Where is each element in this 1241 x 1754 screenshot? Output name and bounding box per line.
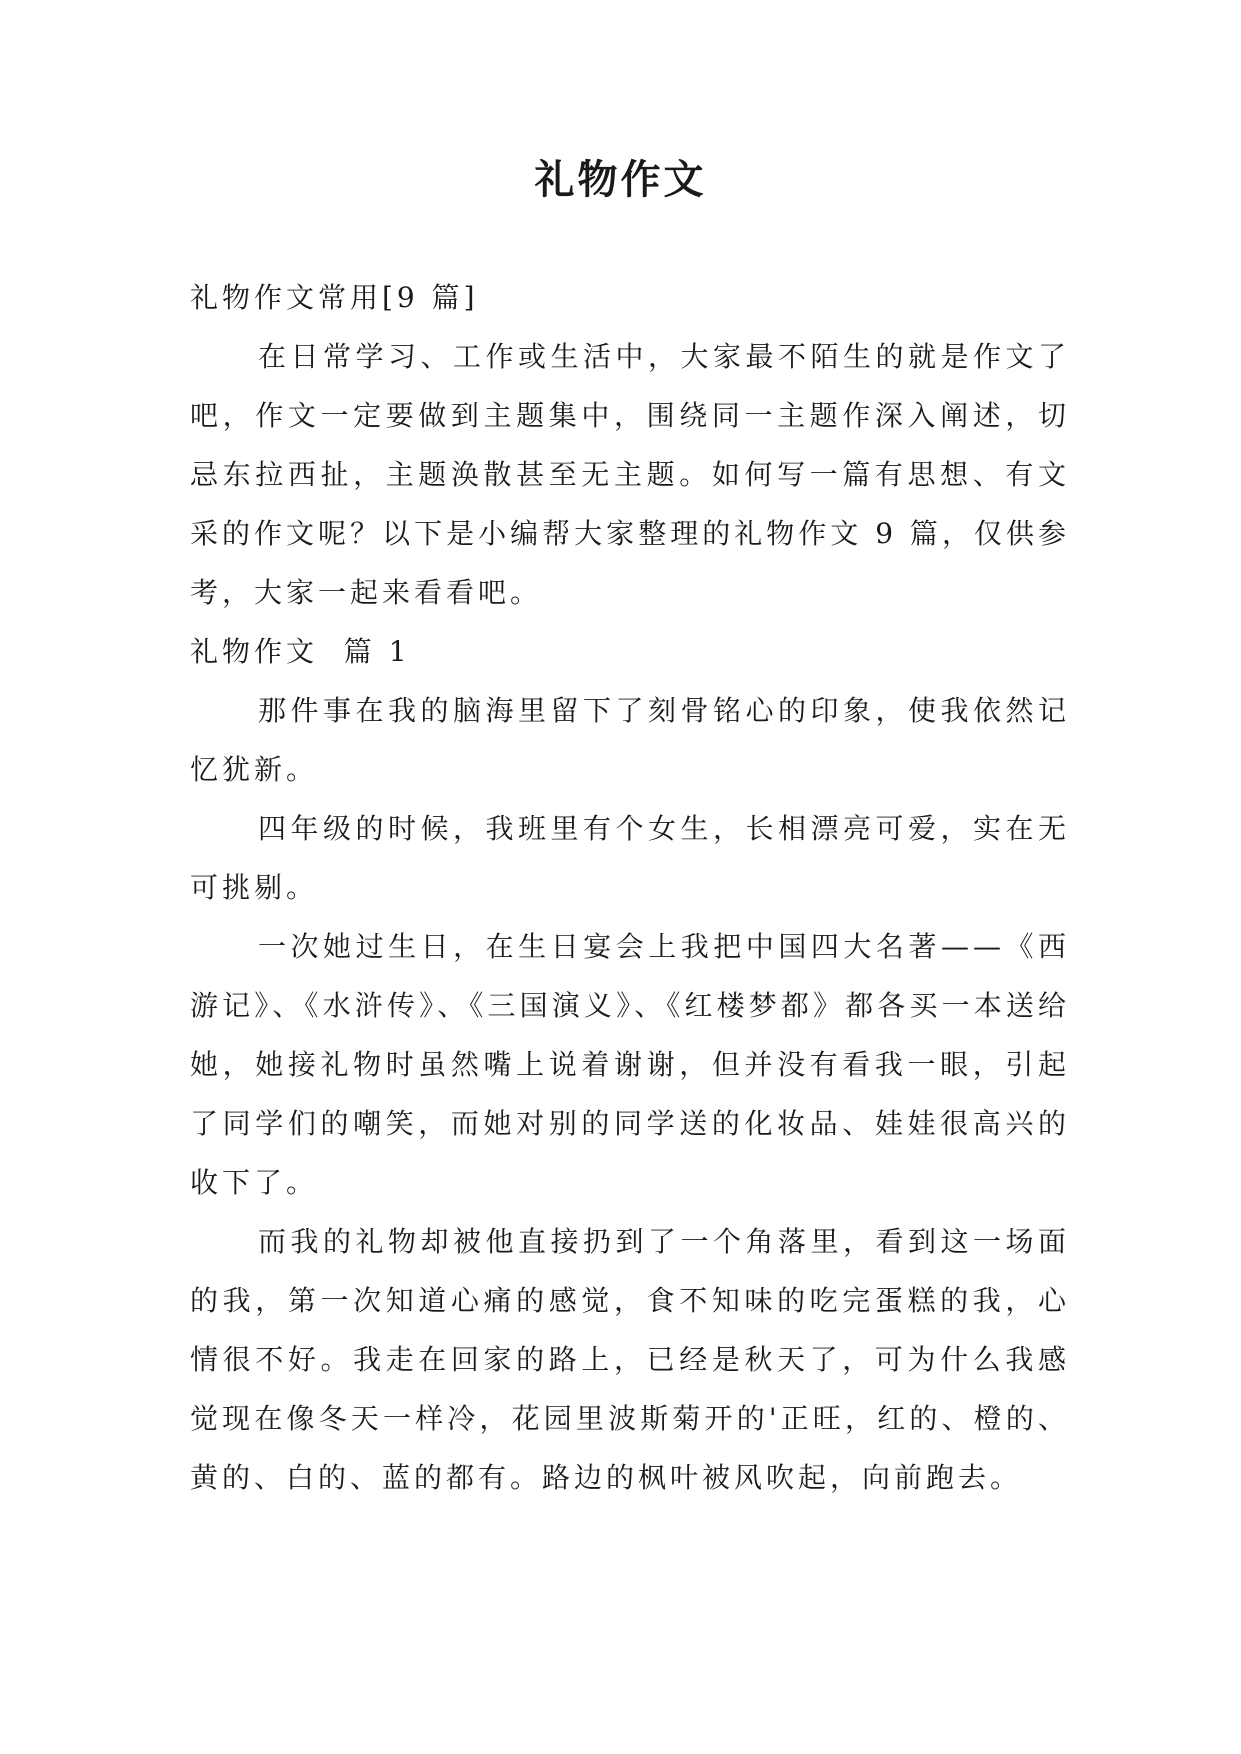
body-paragraph: 一次她过生日，在生日宴会上我把中国四大名著——《西游记》、《水浒传》、《三国演义》、《红楼梦都》都各买一本送给她，她接礼物时虽然嘴上说着谢谢，但并没有看我一眼，引起了同学们的嘲笑，而她对别的同学送的化妆品、娃娃很高兴的收下了。 xyxy=(190,930,1070,1199)
body-paragraph: 那件事在我的脑海里留下了刻骨铭心的印象，使我依然记忆犹新。 xyxy=(190,694,1070,786)
body-paragraph: 四年级的时候，我班里有个女生，长相漂亮可爱，实在无可挑剔。 xyxy=(190,812,1070,904)
document-title: 礼物作文 xyxy=(534,157,707,203)
document-subtitle: 礼物作文常用[9 篇] xyxy=(190,281,479,314)
section-heading: 礼物作文 篇 1 xyxy=(190,635,411,668)
document-body xyxy=(190,268,1070,1507)
body-paragraph: 而我的礼物却被他直接扔到了一个角落里，看到这一场面的我，第一次知道心痛的感觉，食不知味的吃完蛋糕的我，心情很不好。我走在回家的路上，已经是秋天了，可为什么我感觉现在像冬天一样冷，花园里波斯菊开的'正旺，红的、橙的、黄的、白的、蓝的都有。路边的枫叶被风吹起，向前跑去。 xyxy=(190,1225,1070,1494)
intro-paragraph: 在日常学习、工作或生活中，大家最不陌生的就是作文了吧，作文一定要做到主题集中，围绕同一主题作深入阐述，切忌东拉西扯，主题涣散甚至无主题。如何写一篇有思想、有文采的作文呢？以下是小编帮大家整理的礼物作文 9 篇，仅供参考，大家一起来看看吧。 xyxy=(190,340,1070,609)
